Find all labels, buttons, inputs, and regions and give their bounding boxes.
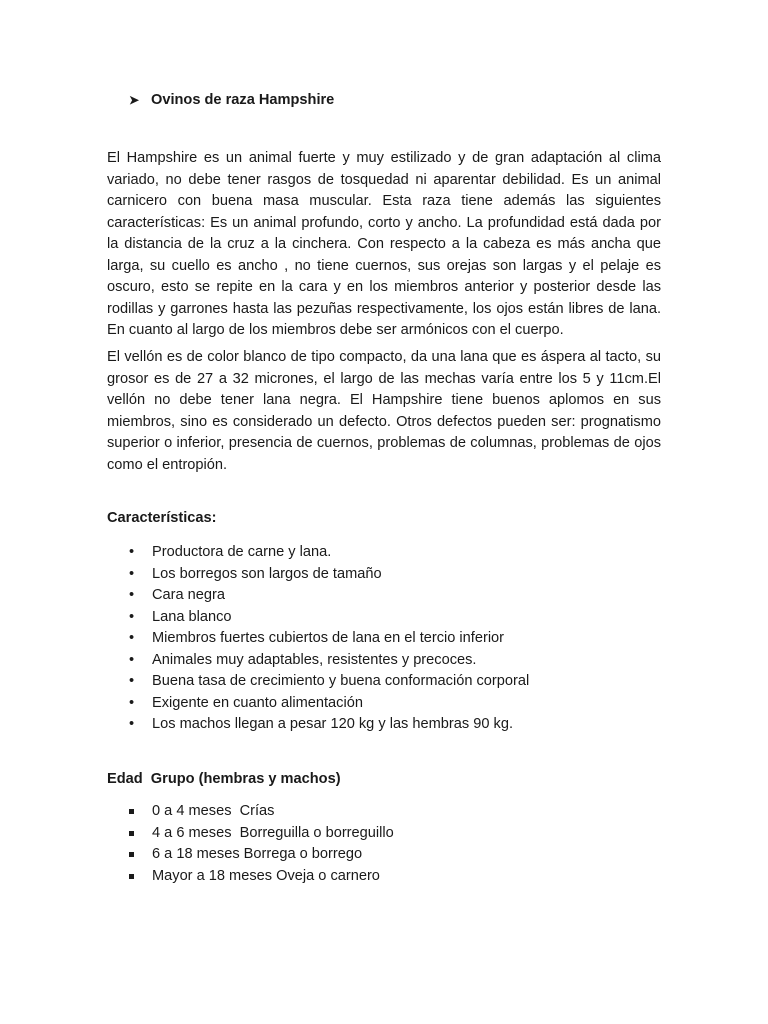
heading-text: Ovinos de raza Hampshire	[151, 92, 335, 108]
bullet-icon: •	[129, 587, 135, 603]
section-heading	[129, 90, 334, 110]
list-item: 6 a 18 meses Borrega o borrego	[107, 844, 394, 866]
bullet-icon: •	[129, 608, 135, 625]
square-bullet-icon	[129, 852, 134, 857]
list-item: • Buena tasa de crecimiento y buena conformación corporal	[107, 671, 529, 693]
bullet-icon: •	[129, 673, 135, 689]
fleece-paragraph: El vellón es de color blanco de tipo compacto, da una lana que es áspera al tacto, su grosor es de 27 a 32 micrones, el largo de las mechas varía entre los 5 y 11cm.El vellón no debe tener lana negra. El Hampshire tiene buenos aplomos en sus miembros, sino es considerado un defecto. Otros defectos pueden ser: prognatismo superior o inferior, presencia de cuernos, problemas de columnas, problemas de ojos como el entropión.	[107, 349, 661, 473]
age-group-list	[107, 801, 394, 887]
square-bullet-icon	[129, 874, 134, 879]
bullet-icon: •	[129, 694, 135, 711]
bullet-icon: •	[129, 716, 135, 732]
bullet-icon: •	[129, 565, 135, 582]
list-item: Mayor a 18 meses Oveja o carnero	[107, 866, 394, 888]
bullet-icon: •	[129, 544, 135, 560]
square-bullet-icon	[129, 831, 134, 836]
characteristics-title: Características:	[107, 510, 217, 526]
list-item: • Productora de carne y lana.	[107, 542, 529, 564]
age-group-title: Edad Grupo (hembras y machos)	[107, 771, 341, 787]
bullet-icon: •	[129, 630, 135, 646]
list-item: • Los borregos son largos de tamaño	[107, 564, 529, 586]
arrow-bullet-icon: ➤	[129, 93, 140, 107]
list-item: • Los machos llegan a pesar 120 kg y las hembras 90 kg.	[107, 714, 529, 736]
square-bullet-icon	[129, 809, 134, 814]
list-item: • Animales muy adaptables, resistentes y precoces.	[107, 650, 529, 672]
list-item: 4 a 6 meses Borreguilla o borreguillo	[107, 823, 394, 845]
characteristics-list	[107, 542, 529, 736]
description-paragraph: El Hampshire es un animal fuerte y muy estilizado y de gran adaptación al clima variado, no debe tener rasgos de tosquedad ni aparentar debilidad. Es un animal carnicero con buena masa muscular. Esta raza tiene además las siguientes características: Es un animal profundo, corto y ancho. La profundidad está dada por la distancia de la cruz a la cinchera. Con respecto a la cabeza es más ancha que larga, su cuello es ancho , no tiene cuernos, sus orejas son largas y el pelaje es oscuro, esto se repite en la cara y en los miembros anterior y posterior desde las rodillas y garrones hasta las pezuñas respectivamente, los ojos están libres de lana. En cuanto al largo de los miembros debe ser armónicos con el cuerpo.	[107, 150, 661, 338]
list-item: • Miembros fuertes cubiertos de lana en el tercio inferior	[107, 628, 529, 650]
bullet-icon: •	[129, 651, 135, 668]
list-item: • Exigente en cuanto alimentación	[107, 693, 529, 715]
list-item: • Cara negra	[107, 585, 529, 607]
list-item: • Lana blanco	[107, 607, 529, 629]
list-item: 0 a 4 meses Crías	[107, 801, 394, 823]
